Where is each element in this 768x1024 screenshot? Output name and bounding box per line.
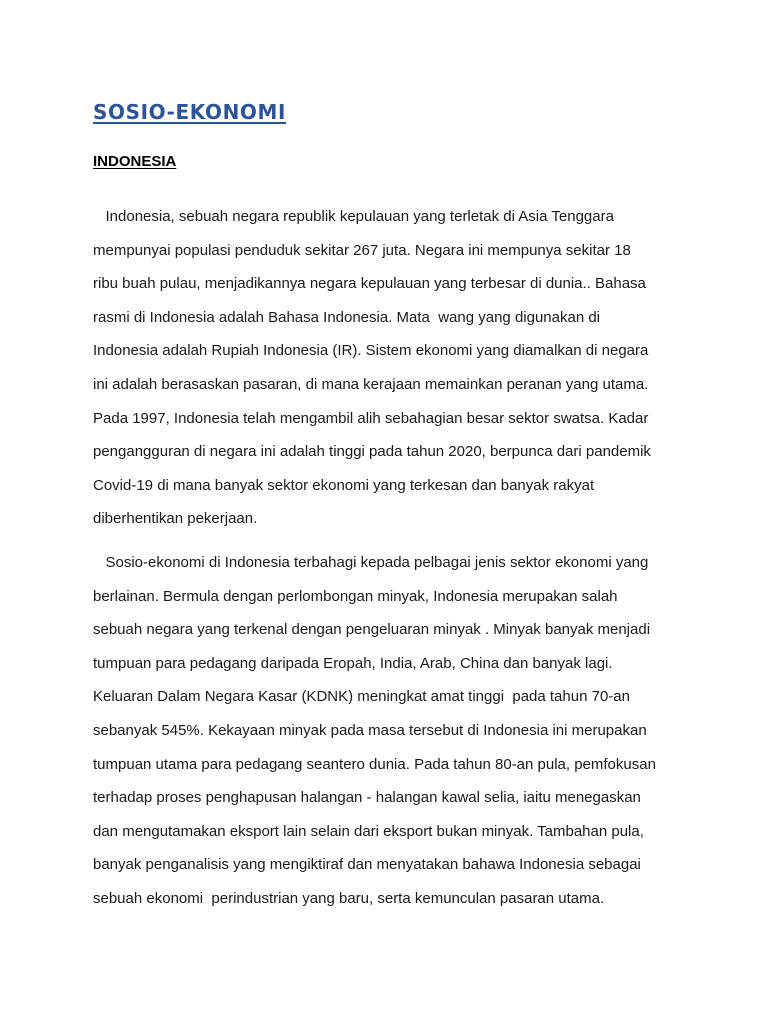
paragraph-line: mempunyai populasi penduduk sekitar 267 juta. Negara ini mempunya sekitar 18 [93,241,631,259]
paragraph-line: Pada 1997, Indonesia telah mengambil alih sebahagian besar sektor swatsa. Kadar [93,409,649,427]
paragraph-line: tumpuan para pedagang daripada Eropah, India, Arab, China dan banyak lagi. [93,654,613,672]
paragraph-line: berlainan. Bermula dengan perlombongan minyak, Indonesia merupakan salah [93,587,618,605]
section-heading: INDONESIA [93,153,177,170]
paragraph-line: diberhentikan pekerjaan. [93,510,258,528]
paragraph-2 [93,546,683,916]
paragraph-line: Indonesia adalah Rupiah Indonesia (IR). Sistem ekonomi yang diamalkan di negara [93,342,649,360]
paragraph-line: banyak penganalisis yang mengiktiraf dan menyatakan bahawa Indonesia sebagai [93,856,641,874]
paragraph-line: Covid-19 di mana banyak sektor ekonomi yang terkesan dan banyak rakyat [93,476,595,494]
paragraph-1 [93,200,683,536]
paragraph-line: dan mengutamakan eksport lain selain dari eksport bukan minyak. Tambahan pula, [93,822,644,840]
paragraph-line: Indonesia, sebuah negara republik kepulauan yang terletak di Asia Tenggara [93,208,614,225]
paragraph-line: rasmi di Indonesia adalah Bahasa Indonesia. Mata wang yang digunakan di [93,308,601,326]
paragraph-line: ribu buah pulau, menjadikannya negara kepulauan yang terbesar di dunia.. Bahasa [93,275,646,293]
paragraph-line: Keluaran Dalam Negara Kasar (KDNK) meningkat amat tinggi pada tahun 70-an [93,688,630,706]
document-title: SOSIO-EKONOMI [93,100,287,124]
paragraph-line: Sosio-ekonomi di Indonesia terbahagi kepada pelbagai jenis sektor ekonomi yang [93,554,649,571]
paragraph-line: pengangguran di negara ini adalah tinggi pada tahun 2020, berpunca dari pandemik [93,443,651,461]
paragraph-line: sebuah ekonomi perindustrian yang baru, serta kemunculan pasaran utama. [93,889,605,907]
paragraph-line: terhadap proses penghapusan halangan - halangan kawal selia, iaitu menegaskan [93,789,641,807]
paragraph-line: ini adalah berasaskan pasaran, di mana kerajaan memainkan peranan yang utama. [93,375,649,393]
paragraph-line: sebuah negara yang terkenal dengan pengeluaran minyak . Minyak banyak menjadi [93,621,651,639]
paragraph-line: tumpuan utama para pedagang seantero dunia. Pada tahun 80-an pula, pemfokusan [93,755,656,773]
paragraph-line: sebanyak 545%. Kekayaan minyak pada masa tersebut di Indonesia ini merupakan [93,721,647,739]
